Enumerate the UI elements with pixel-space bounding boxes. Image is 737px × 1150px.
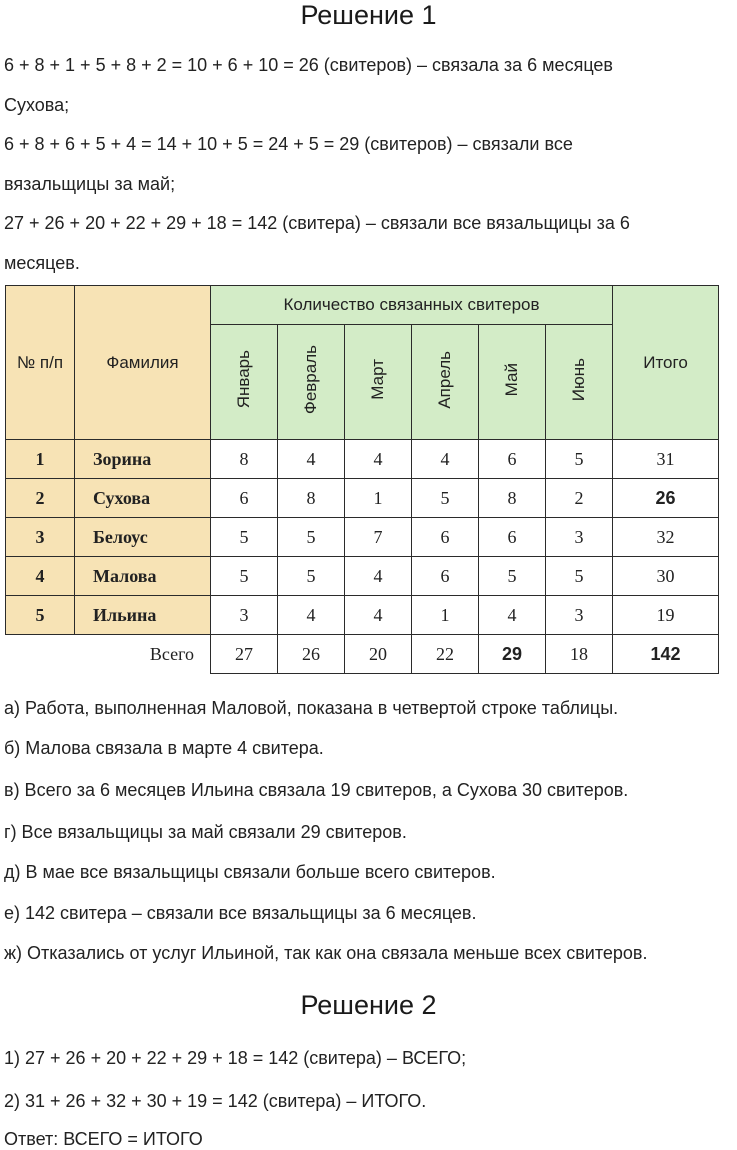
cell-value: 5 bbox=[278, 557, 345, 596]
row-family: Малова bbox=[75, 557, 211, 596]
cell-value: 4 bbox=[278, 596, 345, 635]
solution-2-heading: Решение 2 bbox=[300, 990, 437, 1020]
cell-total: 31 bbox=[613, 440, 719, 479]
header-month-apr bbox=[412, 325, 479, 440]
solution-2-line-1: 1) 27 + 26 + 20 + 22 + 29 + 18 = 142 (свитера) – ВСЕГО; bbox=[4, 1048, 467, 1068]
cell-value: 3 bbox=[211, 596, 278, 635]
header-group-label: Количество связанных свитеров bbox=[283, 295, 540, 314]
month-label: Март bbox=[368, 359, 387, 400]
row-num: 4 bbox=[6, 557, 75, 596]
header-month-may bbox=[479, 325, 546, 440]
cell-value: 3 bbox=[546, 596, 613, 635]
solution-1-line-1: 6 + 8 + 1 + 5 + 8 + 2 = 10 + 6 + 10 = 26 (свитеров) – связала за 6 месяцев bbox=[4, 55, 613, 75]
sum-value: 22 bbox=[412, 635, 479, 674]
cell-value: 6 bbox=[412, 557, 479, 596]
cell-value: 4 bbox=[345, 557, 412, 596]
sum-value: 26 bbox=[278, 635, 345, 674]
header-family bbox=[75, 286, 211, 440]
header-group bbox=[211, 286, 613, 325]
month-label: Июнь bbox=[569, 357, 588, 402]
solution-1-line-4: вязальщицы за май; bbox=[4, 174, 176, 194]
month-label: Май bbox=[502, 362, 521, 397]
answer-b: б) Малова связала в марте 4 свитера. bbox=[4, 738, 324, 758]
cell-value: 5 bbox=[211, 518, 278, 557]
cell-value: 5 bbox=[412, 479, 479, 518]
solution-1-heading: Решение 1 bbox=[300, 0, 437, 30]
table-row bbox=[6, 479, 719, 518]
header-month-mar bbox=[345, 325, 412, 440]
solution-1-line-6: месяцев. bbox=[4, 253, 80, 273]
solution-1-line-5: 27 + 26 + 20 + 22 + 29 + 18 = 142 (свитера) – связали все вязальщицы за 6 bbox=[4, 213, 630, 233]
table-row bbox=[6, 557, 719, 596]
cell-value: 8 bbox=[479, 479, 546, 518]
cell-value: 2 bbox=[546, 479, 613, 518]
sum-value: 29 bbox=[479, 635, 546, 674]
cell-value: 4 bbox=[412, 440, 479, 479]
cell-value: 5 bbox=[546, 557, 613, 596]
row-num: 3 bbox=[6, 518, 75, 557]
sweater-table-container bbox=[5, 285, 719, 674]
table-row bbox=[6, 596, 719, 635]
cell-value: 1 bbox=[345, 479, 412, 518]
header-family-label: Фамилия bbox=[106, 352, 179, 372]
cell-total: 19 bbox=[613, 596, 719, 635]
cell-total: 30 bbox=[613, 557, 719, 596]
solution-2-line-2: 2) 31 + 26 + 32 + 30 + 19 = 142 (свитера) – ИТОГО. bbox=[4, 1091, 427, 1111]
header-month-jan bbox=[211, 325, 278, 440]
cell-value: 5 bbox=[278, 518, 345, 557]
cell-value: 5 bbox=[546, 440, 613, 479]
solution-1-line-2: Сухова; bbox=[4, 95, 70, 115]
sum-value: 20 bbox=[345, 635, 412, 674]
cell-value: 4 bbox=[345, 440, 412, 479]
row-num: 1 bbox=[6, 440, 75, 479]
answer-e: д) В мае все вязальщицы связали больше всего свитеров. bbox=[4, 862, 496, 882]
header-total-label: Итого bbox=[643, 352, 688, 372]
sum-total: 142 bbox=[613, 635, 719, 674]
month-label: Февраль bbox=[301, 344, 320, 415]
answer-a: а) Работа, выполненная Маловой, показана в четвертой строке таблицы. bbox=[4, 698, 619, 718]
table-row bbox=[6, 518, 719, 557]
table-row bbox=[6, 440, 719, 479]
row-num: 5 bbox=[6, 596, 75, 635]
header-num bbox=[6, 286, 75, 440]
cell-value: 4 bbox=[278, 440, 345, 479]
sum-value: 27 bbox=[211, 635, 278, 674]
cell-value: 5 bbox=[479, 557, 546, 596]
cell-value: 8 bbox=[278, 479, 345, 518]
cell-value: 6 bbox=[211, 479, 278, 518]
cell-total: 32 bbox=[613, 518, 719, 557]
cell-value: 6 bbox=[479, 440, 546, 479]
cell-value: 4 bbox=[345, 596, 412, 635]
row-family: Зорина bbox=[75, 440, 211, 479]
header-num-label: № п/п bbox=[16, 352, 64, 372]
solution-2-answer: Ответ: ВСЕГО = ИТОГО bbox=[4, 1129, 203, 1149]
solution-1-line-3: 6 + 8 + 6 + 5 + 4 = 14 + 10 + 5 = 24 + 5 = 29 (свитеров) – связали все bbox=[4, 134, 573, 154]
sum-empty-cell bbox=[6, 635, 75, 674]
row-family: Ильина bbox=[75, 596, 211, 635]
row-family: Сухова bbox=[75, 479, 211, 518]
cell-value: 7 bbox=[345, 518, 412, 557]
answer-c: в) Всего за 6 месяцев Ильина связала 19 свитеров, а Сухова 30 свитеров. bbox=[4, 780, 629, 800]
header-month-jun bbox=[546, 325, 613, 440]
cell-value: 1 bbox=[412, 596, 479, 635]
cell-value: 8 bbox=[211, 440, 278, 479]
answer-d: г) Все вязальщицы за май связали 29 свитеров. bbox=[4, 822, 407, 842]
answer-f: е) 142 свитера – связали все вязальщицы за 6 месяцев. bbox=[4, 903, 477, 923]
sum-value: 18 bbox=[546, 635, 613, 674]
cell-value: 4 bbox=[479, 596, 546, 635]
sum-label: Всего bbox=[75, 635, 211, 674]
header-total bbox=[613, 286, 719, 440]
month-label: Апрель bbox=[435, 350, 454, 409]
cell-value: 6 bbox=[479, 518, 546, 557]
row-num: 2 bbox=[6, 479, 75, 518]
answer-g: ж) Отказались от услуг Ильиной, так как она связала меньше всех свитеров. bbox=[4, 943, 648, 963]
row-family: Белоус bbox=[75, 518, 211, 557]
sum-row bbox=[6, 635, 719, 674]
cell-total: 26 bbox=[613, 479, 719, 518]
header-month-feb bbox=[278, 325, 345, 440]
month-label: Январь bbox=[234, 350, 253, 409]
cell-value: 3 bbox=[546, 518, 613, 557]
cell-value: 5 bbox=[211, 557, 278, 596]
sweater-table bbox=[5, 285, 719, 674]
cell-value: 6 bbox=[412, 518, 479, 557]
